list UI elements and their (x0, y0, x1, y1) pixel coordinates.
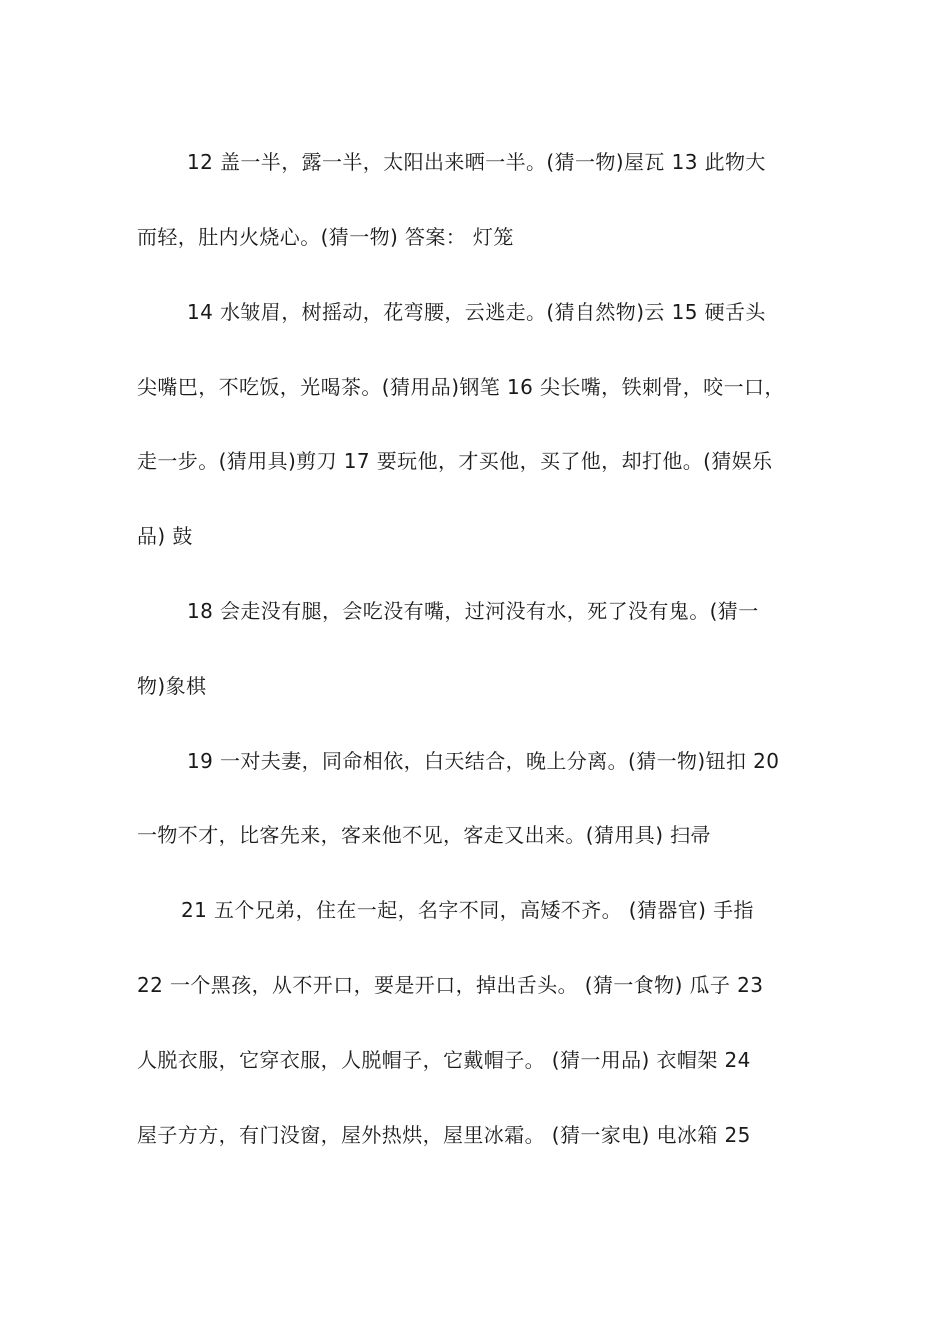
text-line-14: 屋子方方，有门没窗，屋外热烘，屋里冰霜。 (猜一家电) 电冰箱 25 (137, 1123, 751, 1147)
text-line-7: 18 会走没有腿，会吃没有嘴，过河没有水，死了没有鬼。(猜一 (187, 599, 759, 623)
text-line-12: 22 一个黑孩，从不开口，要是开口，掉出舌头。 (猜一食物) 瓜子 23 (137, 973, 764, 997)
text-line-2: 而轻，肚内火烧心。(猜一物) 答案： 灯笼 (137, 225, 514, 249)
text-line-3: 14 水皱眉，树摇动，花弯腰，云逃走。(猜自然物)云 15 硬舌头 (187, 300, 766, 324)
text-line-8: 物)象棋 (137, 674, 207, 698)
text-line-13: 人脱衣服，它穿衣服，人脱帽子，它戴帽子。 (猜一用品) 衣帽架 24 (137, 1048, 751, 1072)
text-line-10: 一物不才，比客先来，客来他不见，客走又出来。(猜用具) 扫帚 (137, 823, 711, 847)
text-line-6: 品) 鼓 (137, 524, 193, 548)
text-line-9: 19 一对夫妻，同命相依，白天结合，晚上分离。(猜一物)钮扣 20 (187, 749, 780, 773)
text-line-4: 尖嘴巴，不吃饭，光喝茶。(猜用品)钢笔 16 尖长嘴，铁刺骨，咬一口， (137, 375, 785, 399)
text-line-1: 12 盖一半，露一半，太阳出来晒一半。(猜一物)屋瓦 13 此物大 (187, 150, 766, 174)
text-line-5: 走一步。(猜用具)剪刀 17 要玩他，才买他，买了他，却打他。(猜娱乐 (137, 449, 773, 473)
text-line-11: 21 五个兄弟，住在一起，名字不同，高矮不齐。 (猜器官) 手指 (181, 898, 754, 922)
